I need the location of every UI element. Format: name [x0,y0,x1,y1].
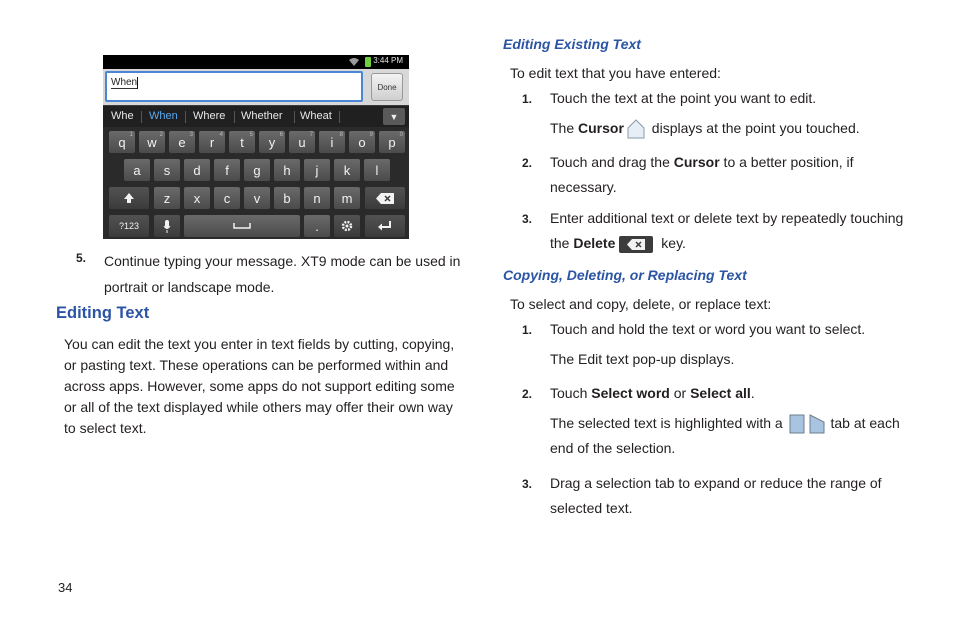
key[interactable]: q 1 [109,131,135,153]
gear-icon [341,220,353,232]
step-number: 2. [522,387,533,401]
key[interactable]: f [214,159,240,181]
key[interactable]: j [304,159,330,181]
key[interactable]: l [364,159,390,181]
step-note: The selected text is highlighted with a tab at each end of the selection. [550,415,900,456]
key[interactable]: e 3 [169,131,195,153]
step-note: The Edit text pop-up displays. [550,351,735,367]
symbols-key[interactable]: ?123 [109,215,149,237]
key[interactable]: n [304,187,330,209]
key[interactable]: w 2 [139,131,165,153]
enter-key[interactable] [365,215,405,237]
cursor-icon [627,119,645,139]
text-caret [137,77,138,89]
step-text: Enter additional text or delete text by repeatedly touching the Delete key. [550,210,904,251]
subsection-heading: Editing Existing Text [503,36,641,52]
status-time: 3:44 PM [373,56,403,65]
suggestion-item[interactable]: Wheat [300,110,332,122]
key[interactable]: u 7 [289,131,315,153]
step-number: 1. [522,323,533,337]
key[interactable]: m [334,187,360,209]
space-icon [233,223,251,229]
key[interactable]: c [214,187,240,209]
key[interactable]: t 5 [229,131,255,153]
key[interactable]: s [154,159,180,181]
step-text: Touch the text at the point you want to edit. [550,90,817,106]
step-number: 2. [522,156,533,170]
backspace-icon [376,193,394,204]
step-text: Touch and drag the Cursor to a better position, if necessary. [550,154,854,195]
suggestion-divider [339,111,340,123]
key[interactable]: o 9 [349,131,375,153]
step-number: 1. [522,92,533,106]
key[interactable]: d [184,159,210,181]
step-number: 3. [522,477,533,491]
section-intro: You can edit the text you enter in text fields by cutting, copying, or pasting text. These operations can be performed within and across apps. However, some apps do not support editing some or all of the text displayed while others may offer their own way to select text. [64,336,455,436]
subsection-intro: To select and copy, delete, or replace text: [510,296,772,312]
step-text: Continue typing your message. XT9 mode can be used in portrait or landscape mode. [104,253,461,295]
suggestion-divider [294,111,295,123]
key[interactable]: b [274,187,300,209]
battery-icon [365,57,371,67]
delete-key[interactable] [365,187,405,209]
suggestion-divider [234,111,235,123]
key[interactable]: v [244,187,270,209]
suggestion-item[interactable]: When [149,110,178,122]
key[interactable]: r 4 [199,131,225,153]
key[interactable]: z [154,187,180,209]
key[interactable]: h [274,159,300,181]
chevron-down-icon[interactable]: ▼ [383,108,405,125]
step-note: The Cursor displays at the point you touched. [550,116,860,141]
key[interactable]: x [184,187,210,209]
selection-tab-right-icon [809,414,825,434]
shift-key[interactable] [109,187,149,209]
shift-icon [123,192,135,204]
wifi-icon [349,57,359,66]
suggestion-divider [185,111,186,123]
section-heading: Editing Text [56,304,150,322]
key[interactable]: a [124,159,150,181]
status-bar [103,55,409,69]
key[interactable]: y 6 [259,131,285,153]
key[interactable]: g [244,159,270,181]
keyboard [103,127,409,239]
selection-tab-left-icon [789,414,805,434]
suggestion-divider [141,111,142,123]
step-text: Drag a selection tab to expand or reduce the range of selected text. [550,475,882,516]
done-button[interactable]: Done [371,73,403,101]
subsection-intro: To edit text that you have entered: [510,65,721,81]
step-text: Touch and hold the text or word you want to select. [550,321,866,337]
period-key[interactable]: . [304,215,330,237]
space-key[interactable] [184,215,300,237]
step-text: Touch Select word or Select all. [550,385,755,401]
suggestion-item[interactable]: Where [193,110,226,122]
key[interactable]: i 8 [319,131,345,153]
input-bar [103,69,409,105]
delete-key-icon [619,236,653,253]
keyboard-screenshot [103,55,409,239]
microphone-icon [163,220,171,233]
key[interactable]: p 0 [379,131,405,153]
enter-icon [378,221,392,232]
suggestion-item[interactable]: Whe [111,110,134,122]
suggestion-item[interactable]: Whether [241,110,283,122]
microphone-key[interactable] [154,215,180,237]
suggestion-bar [103,105,409,127]
key[interactable]: k [334,159,360,181]
settings-key[interactable] [334,215,360,237]
message-text-field[interactable] [105,71,363,102]
subsection-heading: Copying, Deleting, or Replacing Text [503,267,747,283]
page-number: 34 [58,580,73,595]
step-number: 5. [76,251,87,265]
typed-text: When [111,77,138,88]
step-number: 3. [522,212,533,226]
